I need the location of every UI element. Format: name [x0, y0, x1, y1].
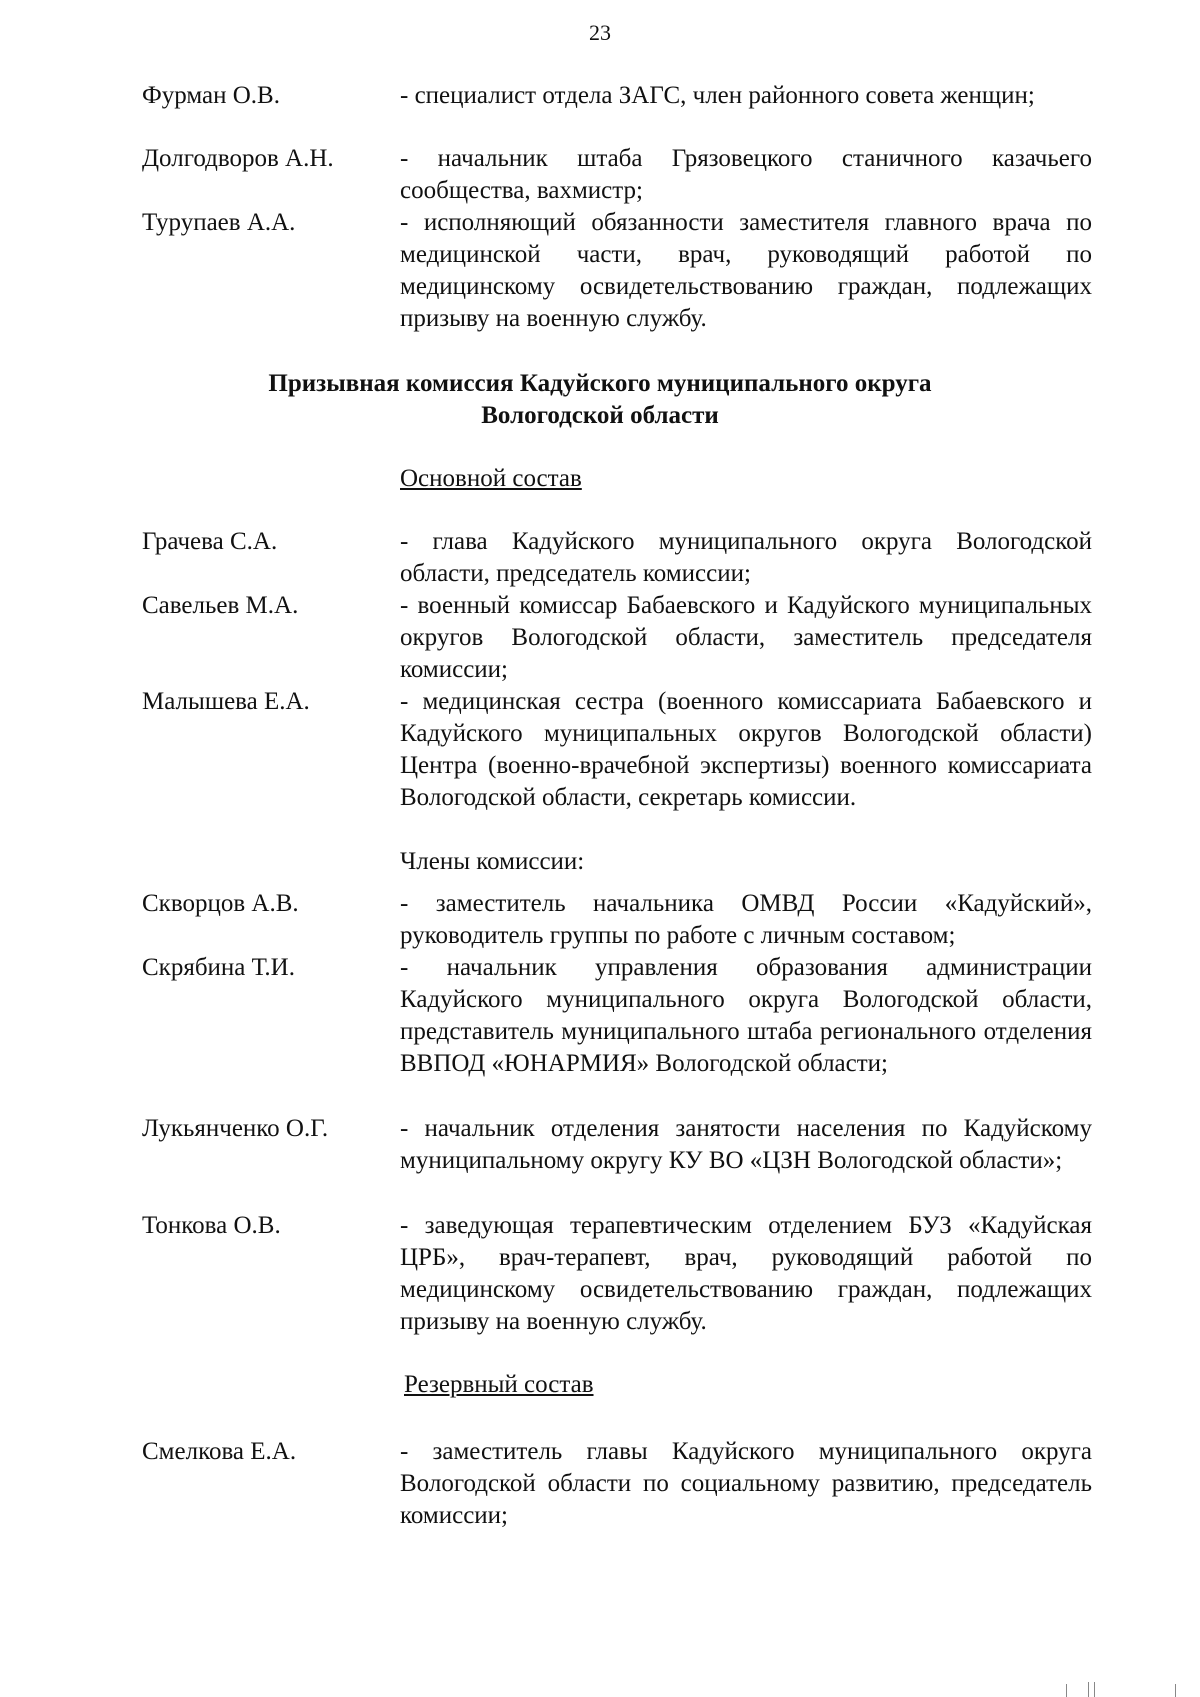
person-name: Тонкова О.В. [142, 1212, 281, 1239]
person-name: Малышева Е.А. [142, 688, 310, 715]
scan-artifact [1066, 1684, 1067, 1697]
person-name: Турупаев А.А. [142, 209, 296, 236]
person-description: - специалист отдела ЗАГС, член районного совета женщин; [400, 82, 1035, 109]
scan-artifact [1175, 1684, 1176, 1697]
main-composition-heading: Основной состав [400, 465, 582, 492]
person-name: Савельев М.А. [142, 592, 299, 619]
page-number: 23 [589, 20, 611, 45]
person-name: Фурман О.В. [142, 82, 280, 109]
person-description: - заместитель главы Кадуйского муниципального округа Вологодской области по социальному развитию, председатель комиссии; [400, 1438, 1092, 1529]
person-name: Скворцов А.В. [142, 890, 299, 917]
person-name: Скрябина Т.И. [142, 954, 295, 981]
person-description: - медицинская сестра (военного комиссариата Бабаевского и Кадуйского муниципальных округов Вологодской области) Центра (военно-врачебной экспертизы) военного комиссариата Вологодской области, секретарь комиссии. [400, 688, 1092, 811]
person-description: - начальник отделения занятости населения по Кадуйскому муниципальному округу КУ ВО «ЦЗН Вологодской области»; [400, 1115, 1092, 1174]
person-name: Смелкова Е.А. [142, 1438, 297, 1465]
scan-artifact [1088, 1682, 1089, 1697]
person-description: - начальник штаба Грязовецкого станичного казачьего сообщества, вахмистр; [400, 145, 1092, 204]
person-name: Долгодворов А.Н. [142, 145, 334, 172]
person-description: - начальник управления образования администрации Кадуйского муниципального округа Вологодской области, представитель муниципального штаба регионального отделения ВВПОД «ЮНАРМИЯ» Вологодской области; [400, 954, 1092, 1077]
person-description: - заведующая терапевтическим отделением БУЗ «Кадуйская ЦРБ», врач-терапевт, врач, руководящий работой по медицинскому освидетельствованию граждан, подлежащих призыву на военную службу. [400, 1212, 1092, 1335]
commission-title: Призывная комиссия Кадуйского муниципального округа [268, 370, 932, 397]
person-name: Грачева С.А. [142, 528, 278, 555]
person-name: Лукьянченко О.Г. [142, 1115, 329, 1142]
person-description: - военный комиссар Бабаевского и Кадуйского муниципальных округов Вологодской области, заместитель председателя комиссии; [400, 592, 1092, 683]
commission-title-line2: Вологодской области [481, 402, 719, 429]
person-description: - заместитель начальника ОМВД России «Кадуйский», руководитель группы по работе с личным составом; [400, 890, 1092, 949]
reserve-composition-heading: Резервный состав [404, 1371, 594, 1398]
members-label: Члены комиссии: [400, 848, 585, 875]
person-description: - глава Кадуйского муниципального округа Вологодской области, председатель комиссии; [400, 528, 1092, 587]
person-description: - исполняющий обязанности заместителя главного врача по медицинской части, врач, руководящий работой по медицинскому освидетельствованию граждан, подлежащих призыву на военную службу. [400, 209, 1092, 332]
scan-artifact [1094, 1682, 1095, 1697]
